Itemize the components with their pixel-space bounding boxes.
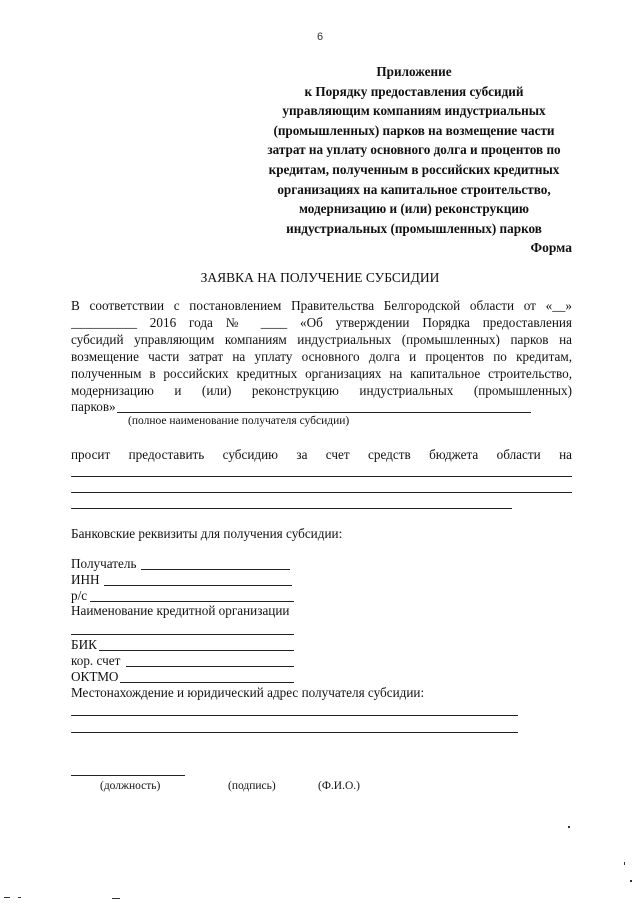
credit-org-label: Наименование кредитной организации xyxy=(71,603,290,618)
credit-org-field[interactable] xyxy=(71,634,294,635)
inn-label: ИНН xyxy=(71,572,100,587)
purpose-field-line-1[interactable] xyxy=(71,476,572,477)
scan-speck xyxy=(4,897,10,898)
document-title: ЗАЯВКА НА ПОЛУЧЕНИЕ СУБСИДИИ xyxy=(200,270,440,285)
corr-account-field[interactable] xyxy=(126,666,294,667)
position-caption: (должность) xyxy=(100,780,161,792)
oktmo-label: ОКТМО xyxy=(71,669,119,684)
address-field-line-2[interactable] xyxy=(71,732,518,733)
scan-speck xyxy=(18,897,21,898)
oktmo-field[interactable] xyxy=(120,682,294,683)
bik-field[interactable] xyxy=(99,650,294,651)
form-label: Форма xyxy=(530,240,572,255)
body-line-1: В соответствии с постановлением Правительства Белгородской области от «__» xyxy=(71,298,572,313)
request-line: просит предоставить субсидию за счет средств бюджета области на xyxy=(71,447,572,462)
appendix-header xyxy=(244,62,584,238)
appendix-line: организациях на капитальное строительство, xyxy=(277,181,551,197)
appendix-line: затрат на уплату основного долга и процентов по xyxy=(267,142,561,158)
scan-speck xyxy=(624,862,625,865)
recipient-name-hint: (полное наименование получателя субсидии) xyxy=(128,415,350,427)
account-field[interactable] xyxy=(90,601,294,602)
scan-speck xyxy=(630,880,632,882)
recipient-label: Получатель xyxy=(71,556,137,571)
bik-label: БИК xyxy=(71,637,97,652)
corr-account-label: кор. счет xyxy=(71,653,121,668)
scan-speck xyxy=(112,898,120,899)
position-field[interactable] xyxy=(71,775,185,776)
address-label: Местонахождение и юридический адрес получателя субсидии: xyxy=(71,685,425,700)
appendix-line: Приложение xyxy=(376,64,452,79)
full-name-caption: (Ф.И.О.) xyxy=(318,780,360,792)
address-field-line-1[interactable] xyxy=(71,715,518,716)
body-line-3: субсидий управляющим компаниям индустриальных (промышленных) парков на xyxy=(71,332,572,347)
signature-caption: (подпись) xyxy=(228,780,276,792)
appendix-line: модернизацию и (или) реконструкцию xyxy=(298,201,530,217)
scan-speck xyxy=(568,826,570,828)
account-label: р/с xyxy=(71,588,88,603)
recipient-field[interactable] xyxy=(141,569,290,570)
recipient-name-field[interactable] xyxy=(117,412,531,413)
inn-field[interactable] xyxy=(104,585,292,586)
body-line-4: возмещение части затрат на уплату основного долга и процентов по кредитам, xyxy=(71,349,572,364)
page-number: 6 xyxy=(316,31,324,43)
body-line-5: полученным в российских кредитных организациях на капитальное строительство, xyxy=(71,366,572,381)
body-line-6: модернизацию и (или) реконструкцию индустриальных (промышленных) xyxy=(71,383,572,398)
body-line-2: __________ 2016 года № ____ «Об утверждении Порядка предоставления xyxy=(71,315,572,330)
purpose-field-line-3[interactable] xyxy=(71,508,512,509)
appendix-line: управляющим компаниям индустриальных xyxy=(282,103,546,119)
appendix-line: индустриальных (промышленных) парков xyxy=(286,220,542,236)
body-line-7: парков» xyxy=(71,399,116,414)
appendix-line: к Порядку предоставления субсидий xyxy=(304,83,524,99)
bank-details-heading: Банковские реквизиты для получения субсидии: xyxy=(71,526,343,541)
appendix-line: кредитам, полученным в российских кредитных xyxy=(268,161,560,177)
purpose-field-line-2[interactable] xyxy=(71,492,572,493)
appendix-line: (промышленных) парков на возмещение части xyxy=(273,122,555,138)
